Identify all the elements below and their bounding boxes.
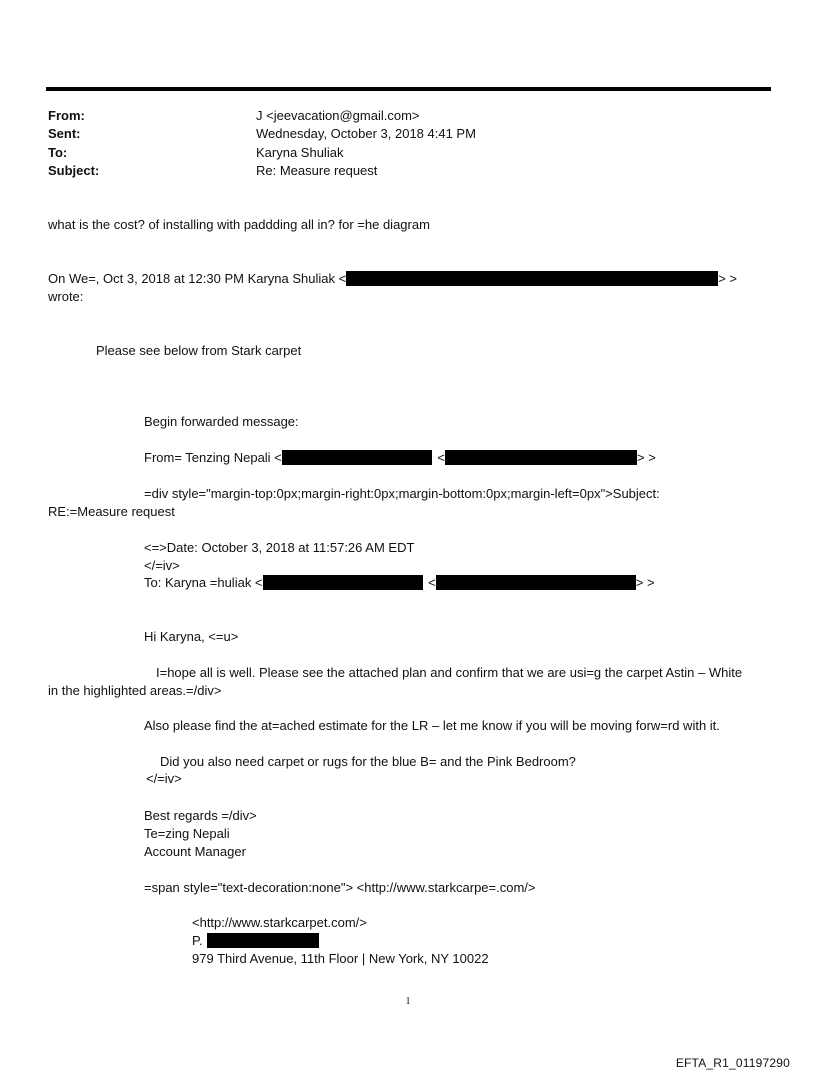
- phone-prefix: P.: [192, 933, 203, 948]
- re-measure-line: RE:=Measure request: [48, 504, 175, 519]
- redaction-box: [207, 933, 319, 948]
- div-style-line: =div style="margin-top:0px;margin-right:0px;margin-bottom:0px;margin-left=0px">Subject:: [144, 486, 660, 501]
- close-iv-line: </=iv>: [144, 558, 180, 573]
- subject-value: Re: Measure request: [256, 163, 378, 178]
- question-line: what is the cost? of installing with paddding all in? for =he diagram: [48, 217, 430, 232]
- header-rule: [46, 87, 771, 91]
- angle-close: > >: [635, 575, 655, 590]
- close-iv-line-2: </=iv>: [146, 771, 182, 786]
- redaction-box: [436, 575, 636, 590]
- forwarded-from-text: From= Tenzing Nepali <: [144, 450, 282, 465]
- sent-value: Wednesday, October 3, 2018 4:41 PM: [256, 126, 476, 141]
- wrote-line: wrote:: [48, 289, 84, 304]
- signature-title: Account Manager: [144, 844, 246, 859]
- redaction-box: [263, 575, 423, 590]
- best-regards-line: Best regards =/div>: [144, 808, 257, 823]
- phone-line: [192, 933, 319, 949]
- redaction-box: [445, 450, 637, 465]
- on-date-text: On We=, Oct 3, 2018 at 12:30 PM Karyna Shuliak <: [48, 271, 347, 286]
- begin-forwarded-line: Begin forwarded message:: [144, 414, 299, 429]
- subject-label: Subject:: [48, 163, 100, 178]
- redaction-box: [346, 271, 718, 286]
- address-line: 979 Third Avenue, 11th Floor | New York, NY 10022: [192, 951, 489, 966]
- from-label: From:: [48, 108, 85, 123]
- hope-line: I=hope all is well. Please see the attached plan and confirm that we are usi=g the carpet Astin – White: [156, 665, 743, 680]
- date-line: <=>Date: October 3, 2018 at 11:57:26 AM EDT: [144, 540, 415, 555]
- greeting-line: Hi Karyna, <=u>: [144, 629, 239, 644]
- on-date-line: [48, 271, 737, 287]
- from-value: J <jeevacation@gmail.com>: [256, 108, 420, 123]
- bates-number: EFTA_R1_01197290: [675, 1056, 790, 1070]
- angle-open: <: [437, 450, 445, 465]
- forwarded-to-line: [144, 575, 655, 591]
- angle-open: <: [428, 575, 436, 590]
- sent-label: Sent:: [48, 126, 81, 141]
- page-number: 1: [405, 996, 411, 1007]
- span-style-line: =span style="text-decoration:none"> <http://www.starkcarpe=.com/>: [144, 880, 536, 895]
- signature-name: Te=zing Nepali: [144, 826, 230, 841]
- forwarded-to-text: To: Karyna =huliak <: [144, 575, 263, 590]
- highlighted-line: in the highlighted areas.=/div>: [48, 683, 222, 698]
- angle-close: > >: [637, 450, 656, 465]
- on-date-close: > >: [718, 271, 738, 286]
- to-label: To:: [48, 145, 68, 160]
- website-link[interactable]: <http://www.starkcarpet.com/>: [192, 915, 367, 930]
- redaction-box: [282, 450, 432, 465]
- also-line: Also please find the at=ached estimate for the LR – let me know if you will be moving forw=rd with it.: [144, 718, 720, 733]
- please-see-line: Please see below from Stark carpet: [96, 343, 302, 358]
- to-value: Karyna Shuliak: [256, 145, 344, 160]
- forwarded-from-line: [144, 450, 656, 466]
- did-you-line: Did you also need carpet or rugs for the blue B= and the Pink Bedroom?: [160, 754, 576, 769]
